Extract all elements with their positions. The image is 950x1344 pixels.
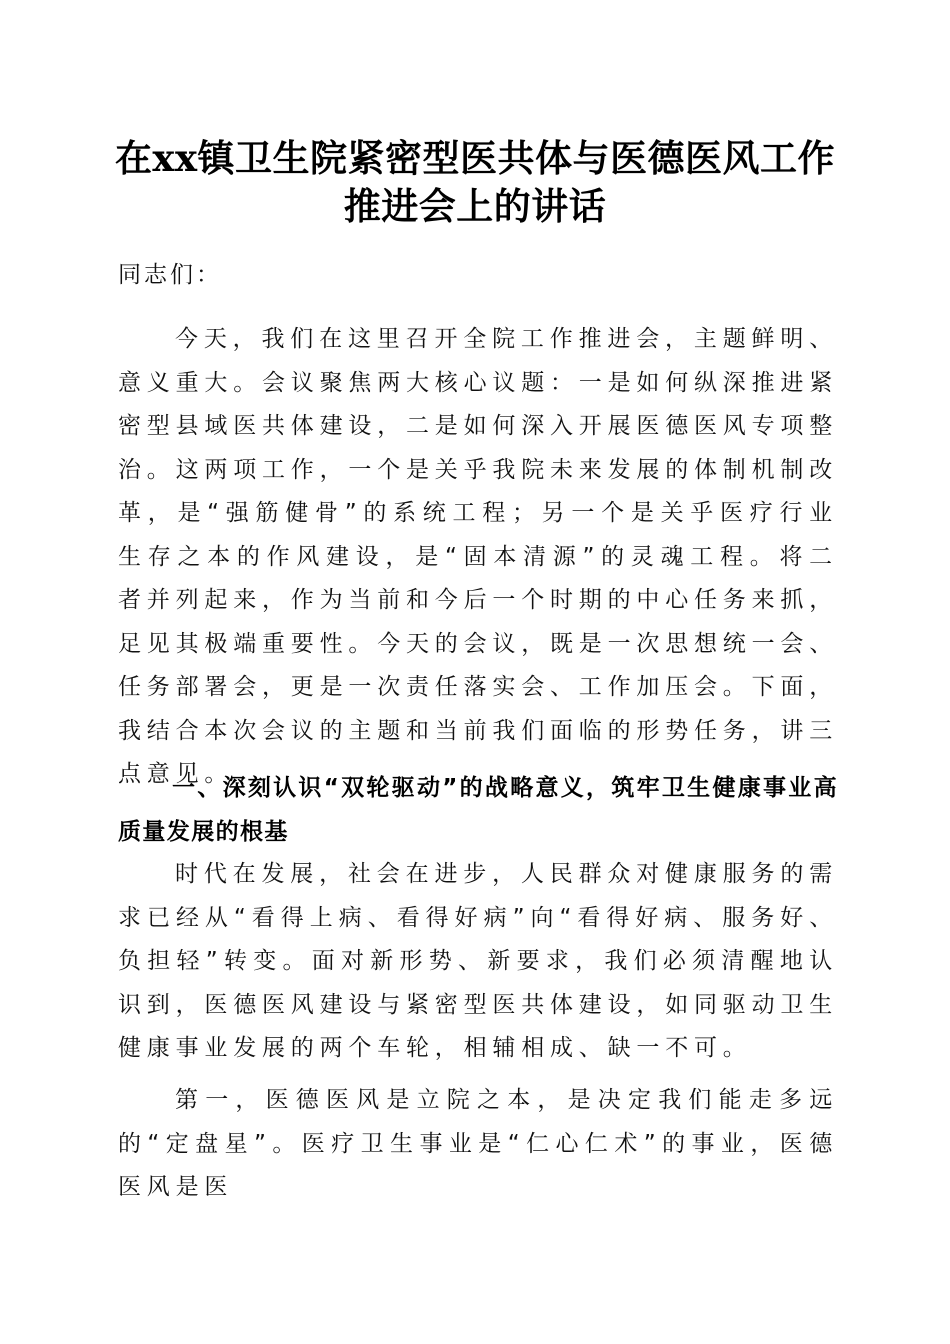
paragraph-point-1: 第一，医德医风是立院之本，是决定我们能走多远的“定盘星”。医疗卫生事业是“仁心仁术”的事业，医德医风是医	[118, 1087, 838, 1200]
section-heading-1: 一、深刻认识“双轮驱动”的战略意义，筑牢卫生健康事业高质量发展的根基	[118, 775, 838, 845]
document-title-line-2: 推进会上的讲话	[343, 184, 607, 228]
paragraph-intro: 今天，我们在这里召开全院工作推进会，主题鲜明、意义重大。会议聚焦两大核心议题：一是如何纵深推进紧密型县域医共体建设，二是如何深入开展医德医风专项整治。这两项工作，一个是关乎我院未来发展的体制机制改革，是“强筋健骨”的系统工程；另一个是关乎医疗行业生存之本的作风建设，是“固本清源”的灵魂工程。将二者并列起来，作为当前和今后一个时期的中心任务来抓，足见其极端重要性。今天的会议，既是一次思想统一会、任务部署会，更是一次责任落实会、工作加压会。下面，我结合本次会议的主题和当前我们面临的形势任务，讲三点意见。	[118, 326, 838, 787]
page-bottom-margin	[0, 1200, 950, 1344]
paragraph-section-1: 时代在发展，社会在进步，人民群众对健康服务的需求已经从“看得上病、看得好病”向“看得好病、服务好、负担轻”转变。面对新形势、新要求，我们必须清醒地认识到，医德医风建设与紧密型医共体建设，如同驱动卫生健康事业发展的两个车轮，相辅相成、缺一不可。	[118, 861, 838, 1061]
document-title-line-1: 在xx镇卫生院紧密型医共体与医德医风工作	[114, 136, 836, 180]
salutation: 同志们：	[118, 262, 222, 288]
